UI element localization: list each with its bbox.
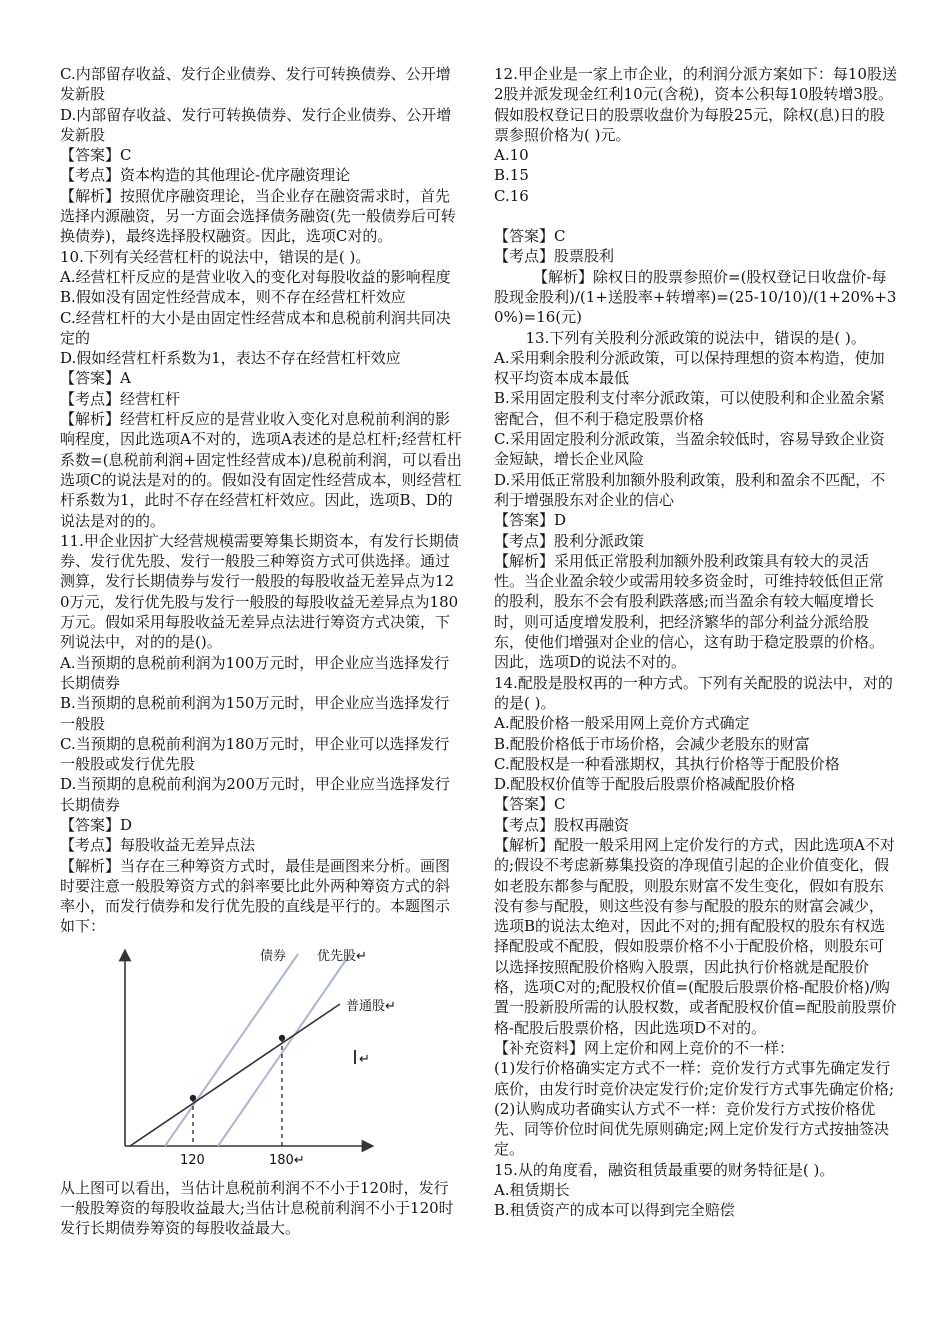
q14-option-c: C.配股权是一种看涨期权，其执行价格等于配股价格 [494, 754, 840, 773]
q9-options [60, 64, 462, 247]
preferred-stock-label: 优先股↵ [317, 948, 367, 964]
x-tick-180: 180↵ [269, 1152, 305, 1168]
q13-topic: 【考点】股利分派政策 [494, 531, 645, 550]
q12-analysis: 【解析】除权日的股票参照价=(股权登记日收盘价-每股现金股利)/(1+送股率+转增率)=(25-10/10)/(1+20%+30%)=16(元) [494, 267, 897, 327]
q15-option-a: A.租赁期长 [494, 1181, 570, 1200]
q13-option-a: A.采用剩余股利分派政策，可以保持理想的资本构造，使加权平均资本成本最低 [494, 348, 885, 388]
q9-topic: 【考点】资本构造的其他理论-优序融资理论 [60, 166, 351, 185]
question-14 [494, 673, 898, 1160]
q14-supplement-1: (1)发行价格确实定方式不一样：竞价发行方式事先确定发行底价，由发行时竞价决定发行价;定价发行方式事先确定价格; [494, 1059, 895, 1098]
figure-graphic [100, 941, 400, 1176]
q14-option-d: D.配股权价值等于配股后股票价格减配股价格 [494, 775, 796, 794]
q11-option-a: A.当预期的息税前利润为100万元时，甲企业应当选择发行长期债券 [60, 653, 450, 692]
q11-stem: 11.甲企业因扩大经营规模需要筹集长期资本，有发行长期债券、发行优先股、发行一般股三种筹资方式可供选择。通过测算，发行长期债券与发行一般股的每股收益无差异点为120万元，发行优先股与发行一般股的每股收益无差异点为180万元。假如采用每股收益无差异点法进行筹资方式决策，下列说法中，对的的是()。 [60, 531, 459, 652]
q11-option-d: D.当预期的息税前利润为200万元时，甲企业应当选择发行长期债券 [60, 775, 450, 814]
q14-option-b: B.配股价格低于市场价格，会减少老股东的财富 [494, 734, 810, 753]
blank-line [494, 206, 898, 226]
left-column [60, 64, 462, 1239]
bond-line [165, 954, 298, 1146]
intersection-point-180 [279, 1035, 285, 1041]
q14-option-a: A.配股价格一般采用网上竞价方式确定 [494, 714, 750, 733]
q13-answer: 【答案】D [494, 511, 567, 530]
q10-option-a: A.经营杠杆反应的是营业收入的变化对每股收益的影响程度 [60, 267, 451, 286]
q14-answer: 【答案】C [494, 795, 566, 814]
ebit-eps-indifference-figure [100, 941, 400, 1176]
question-13 [494, 328, 898, 673]
q10-answer: 【答案】A [60, 369, 131, 388]
q14-topic: 【考点】股权再融资 [494, 815, 630, 834]
q9-option-d: D.内部留存收益、发行可转换债券、发行企业债券、公开增发新股 [60, 105, 452, 144]
common-stock-line [130, 1004, 340, 1146]
cursor-mark-label: ↵ [359, 1051, 370, 1067]
q10-option-b: B.假如没有固定性经营成本，则不存在经营杠杆效应 [60, 288, 406, 307]
q13-option-c: C.采用固定股利分派政策，当盈余较低时，容易导致企业资金短缺，增长企业风险 [494, 430, 885, 469]
question-15 [494, 1160, 898, 1221]
q10-analysis: 【解析】经营杠杆反应的是营业收入变化对息税前利润的影响程度，因此选项A不对的，选项A表述的是总杠杆;经营杠杆系数=(息税前利润+固定性经营成本)/息税前利润，可以看出选项C的说法是对的的。假如没有固定性经营成本，则经营杠杆系数为1，此时不存在经营杠杆效应。因此，选项B、D的说法是对的的。 [60, 410, 462, 530]
q11-answer: 【答案】D [60, 815, 133, 834]
q9-option-c: C.内部留存收益、发行企业债券、发行可转换债券、公开增发新股 [60, 65, 451, 104]
q12-option-a: A.10 [494, 146, 529, 165]
q14-supplement-2: (2)认购成功者确实认方式不一样：竞价发行方式按价格优先、同等价位时间优先原则确定;网上定价发行方式按抽签决定。 [494, 1099, 890, 1159]
right-column [494, 64, 898, 1221]
q12-stem: 12.甲企业是一家上市企业，的利润分派方案如下：每10股送2股并派发现金红利10元(含税)，资本公积每10股转增3股。假如股权登记日的股票收盘价为每股25元，除权(息)日的股票参照价格为( )元。 [494, 65, 897, 144]
q9-answer: 【答案】C [60, 146, 132, 165]
q12-topic: 【考点】股票股利 [494, 247, 615, 266]
q10-topic: 【考点】经营杠杆 [60, 389, 181, 408]
question-12 [494, 64, 898, 328]
cursor-mark [354, 1050, 356, 1064]
q12-answer: 【答案】C [494, 227, 566, 246]
question-11 [60, 531, 462, 937]
q10-option-c: C.经营杠杆的大小是由固定性经营成本和息税前利润共同决定的 [60, 308, 451, 347]
q13-analysis: 【解析】采用低正常股利加额外股利政策具有较大的灵活性。当企业盈余较少或需用较多资金时，可维持较低但正常的股利，股东不会有股利跌落感;而当盈余有较大幅度增长时，则可适度增发股利，把经济繁华的部分利益分派给股东，使他们增强对企业的信心，这有助于稳定股票的价格。因此，选项D的说法不对的。 [494, 551, 885, 672]
x-tick-120: 120 [180, 1152, 205, 1168]
q12-option-c: C.16 [494, 186, 529, 205]
bond-label: 债券 [260, 948, 287, 964]
q10-stem: 10.下列有关经营杠杆的说法中，错误的是( )。 [60, 247, 371, 266]
q14-stem: 14.配股是股权再的一种方式。下列有关配股的说法中，对的的是( )。 [494, 673, 893, 712]
q15-option-b: B.租赁资产的成本可以得到完全赔偿 [494, 1201, 735, 1220]
q13-stem: 13.下列有关股利分派政策的说法中，错误的是( )。 [525, 328, 866, 347]
intersection-point-120 [190, 1095, 196, 1101]
q11-option-b: B.当预期的息税前利润为150万元时，甲企业应当选择发行一般股 [60, 694, 450, 733]
q14-supplement-title: 【补充资料】网上定价和网上竞价的不一样： [494, 1038, 795, 1057]
preferred-stock-line [218, 954, 350, 1146]
q11-topic: 【考点】每股收益无差异点法 [60, 836, 256, 855]
q11-option-c: C.当预期的息税前利润为180万元时，甲企业可以选择发行一般股或发行优先股 [60, 734, 450, 774]
q9-analysis: 【解析】按照优序融资理论，当企业存在融资需求时，首先选择内源融资，另一方面会选择债务融资(先一般债券后可转换债券)，最终选择股权融资。因此，选项C对的。 [60, 186, 456, 246]
common-stock-label: 普通股↵ [346, 998, 396, 1014]
figure-conclusion: 从上图可以看出，当估计息税前利润不不小于120时，发行一般股筹资的每股收益最大;当估计息税前利润不小于120时发行长期债券筹资的每股收益最大。 [60, 1178, 454, 1238]
q13-option-b: B.采用固定股利支付率分派政策，可以使股利和企业盈余紧密配合，但不利于稳定股票价格 [494, 389, 885, 428]
question-10 [60, 247, 462, 531]
q15-stem: 15.从的角度看，融资租赁最重要的财务特征是( )。 [494, 1160, 835, 1179]
q14-analysis: 【解析】配股一般采用网上定价发行的方式，因此选项A不对的;假设不考虑新募集投资的净现值引起的企业价值变化，假如老股东都参与配股，则股东财富不发生变化，假如有股东没有参与配股，则这些没有参与配股的股东的财富会减少，选项B的说法太绝对，因此不对的;拥有配股权的股东有权选择配股或不配股，假如股票价格不小于配股价格，则股东可以选择按照配股价格购入股票，因此执行价格就是配股价格，选项C对的;配股权价值=(配股后股票价格-配股价格)/购置一股新股所需的认股权数，或者配股权价值=配股前股票价格-配股后股票价格，因此选项D不对的。 [494, 835, 897, 1037]
q10-option-d: D.假如经营杠杆系数为1，表达不存在经营杠杆效应 [60, 349, 401, 368]
q13-option-d: D.采用低正常股利加额外股利政策，股利和盈余不匹配，不利于增强股东对企业的信心 [494, 470, 886, 509]
q11-analysis: 【解析】当存在三种筹资方式时，最佳是画图来分析。画图时要注意一般股筹资方式的斜率要比此外两种筹资方式的斜率小，而发行债券和发行优先股的直线是平行的。本题图示如下： [60, 856, 451, 936]
q12-option-b: B.15 [494, 166, 529, 185]
